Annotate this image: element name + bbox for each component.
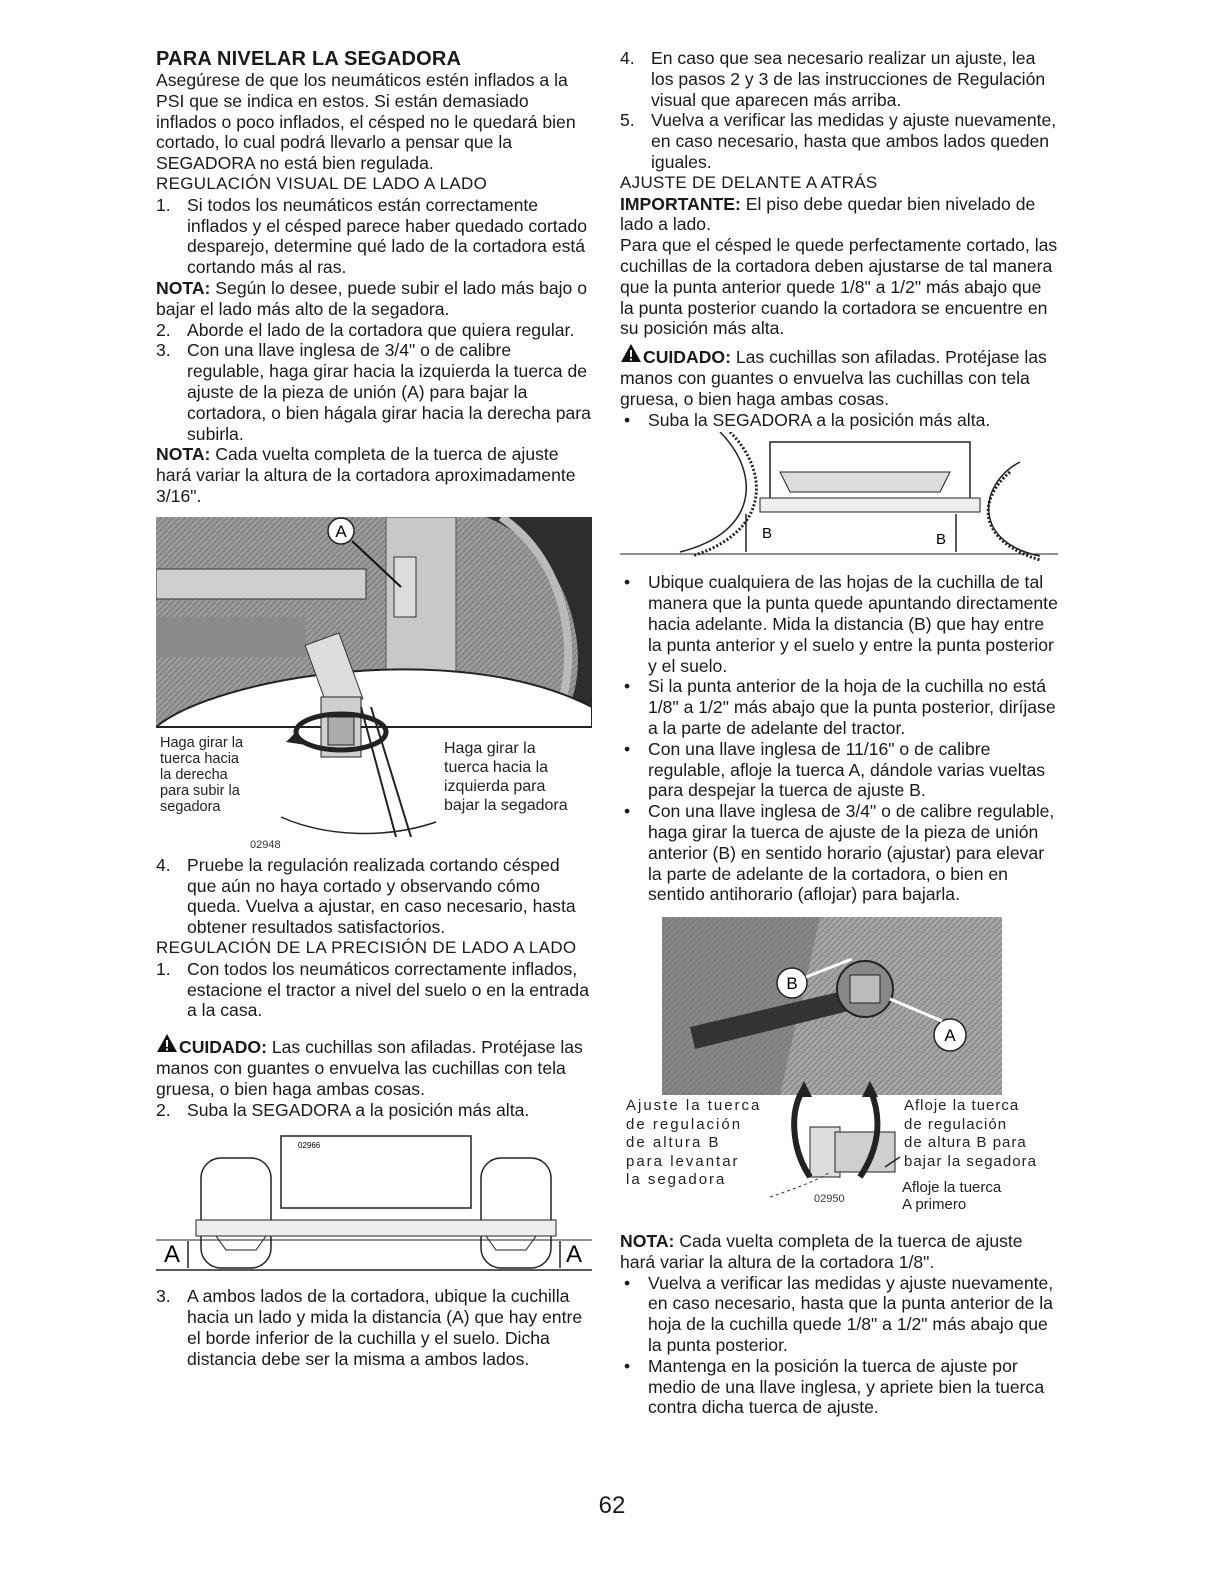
fig3-label-right: B: [936, 531, 947, 549]
warning-icon: [156, 1033, 179, 1053]
caution-left: CUIDADO: Las cuchillas son afiladas. Protéjase las manos con guantes o envuelva las cuchillas con tela gruesa, o bien haga ambas cosas.: [156, 1033, 592, 1099]
front-back-paragraph: Para que el césped le quede perfectamente cortado, las cuchillas de la cortadora deben ajustarse de tal manera que la punta anterior quede 1/8" a 1/2" más abajo que la punta posterior cuando la cortadora se encuentre en su posición más alta.: [620, 235, 1058, 339]
callout-a: A: [335, 521, 347, 541]
precision-step-1: 1. Con todos los neumáticos correctamente inflados, estacione el tractor a nivel del suelo o en la entrada a la casa.: [156, 958, 589, 1021]
fig4-bottom-caption: Afloje la tuerca A primero: [902, 1179, 1002, 1214]
note-right: NOTA: Cada vuelta completa de la tuerca de ajuste hará variar la altura de la cortadora 1/8".: [620, 1231, 1023, 1272]
note-2: NOTA: Cada vuelta completa de la tuerca de ajuste hará variar la altura de la cortadora aproximadamente 3/16".: [156, 444, 576, 506]
figure-front-measure: [620, 432, 1058, 562]
visual-step-4: 4. Pruebe la regulación realizada cortando césped que aún no haya cortado y observando cómo queda. Vuelva a ajustar, en caso necesario, hasta obtener resultados satisfactorios.: [156, 854, 576, 938]
warning-icon: [620, 343, 643, 363]
bullet-item: • Ubique cualquiera de las hojas de la cuchilla de tal manera que la punta quede apuntando directamente hacia adelante. Mida la distancia (B) que hay entre la punta anterior y el suelo y entre la punta posterior y el suelo.: [624, 572, 1058, 676]
intro-paragraph: Asegúrese de que los neumáticos estén inflados a la PSI que se indica en estos. Si están demasiado inflados o poco inflados, el césped no le quedará bien cortado, lo cual podrá llevarlo a pensar que la SEGADORA no está bien regulada.: [156, 70, 576, 174]
bullet-raise: • Suba la SEGADORA a la posición más alta.: [624, 409, 991, 430]
fig2-label-right: A: [566, 1241, 583, 1269]
figure-side-measure: [156, 1128, 592, 1278]
page-number: 62: [598, 1492, 626, 1519]
fig2-code: 02966: [298, 1141, 321, 1151]
precision-title: REGULACIÓN DE LA PRECISIÓN DE LADO A LADO: [156, 937, 577, 957]
fig1-code: 02948: [250, 838, 281, 851]
precision-step-2: 2. Suba la SEGADORA a la posición más alta.: [156, 1099, 530, 1120]
bullet-item: • Con una llave inglesa de 11/16" o de calibre regulable, afloje la tuerca A, dándole varias vueltas para despejar la tuerca de ajuste B.: [624, 738, 1046, 801]
important-note: IMPORTANTE: El piso debe quedar bien nivelado de lado a lado.: [620, 193, 1036, 235]
note-1: NOTA: Según lo desee, puede subir el lado más bajo o bajar el lado más alto de la segadora.: [156, 277, 587, 319]
precision-step-3: 3. A ambos lados de la cortadora, ubique la cuchilla hacia un lado y mida la distancia (A) que hay entre el borde inferior de la cuchilla y el suelo. Dicha distancia debe ser la misma a ambos lados.: [156, 1286, 583, 1369]
visual-step-1: 1. Si todos los neumáticos están correctamente inflados y el césped parece haber quedado cortado desparejo, determine qué lado de la cortadora está cortando más al ras.: [156, 194, 588, 278]
fig3-label-left: B: [762, 525, 773, 543]
left-column: [156, 48, 592, 1369]
caution-right: CUIDADO: Las cuchillas son afiladas. Protéjase las manos con guantes o envuelva las cuchillas con tela gruesa, o bien haga ambas cosas.: [620, 343, 1058, 409]
bullet-item: • Con una llave inglesa de 3/4" o de calibre regulable, haga girar la tuerca de ajuste de la pieza de unión anterior (B) en sentido horario (ajustar) para elevar la parte de adelante de la cortadora, o bien en sentido antihorario (aflojar) para bajarla.: [624, 801, 1055, 905]
fig4-left-caption: Ajuste la tuerca de regulación de altura B para levantar la segadora: [626, 1097, 762, 1189]
visual-step-2: 2. Aborde el lado de la cortadora que quiera regular.: [156, 319, 575, 340]
visual-adjust-title: REGULACIÓN VISUAL DE LADO A LADO: [156, 173, 488, 193]
right-column: [620, 48, 1058, 1418]
fig4-code: 02950: [814, 1193, 845, 1206]
bullet-list: [620, 572, 1058, 905]
precision-step-5: 5. Vuelva a verificar las medidas y ajuste nuevamente, en caso necesario, hasta que ambos lados queden iguales.: [620, 110, 1057, 172]
fig1-left-caption: Haga girar la tuerca hacia la derecha para subir la segadora: [160, 734, 244, 815]
side-measure-illustration: [156, 1128, 592, 1278]
callout-a: A: [944, 1026, 956, 1046]
figure-front-nut: [620, 917, 1058, 1227]
precision-step-4: 4. En caso que sea necesario realizar un ajuste, lea los pasos 2 y 3 de las instrucciones de Regulación visual que aparecen más arriba.: [620, 48, 1046, 110]
front-back-title: AJUSTE DE DELANTE A ATRÁS: [620, 172, 878, 192]
fig4-right-caption: Afloje la tuerca de regulación de altura B para bajar la segadora: [904, 1097, 1037, 1170]
fig2-label-left: A: [164, 1241, 181, 1269]
bullet-item: • Si la punta anterior de la hoja de la cuchilla no está 1/8" a 1/2" más abajo que la punta posterior, diríjase a la parte de adelante del tractor.: [624, 676, 1056, 738]
section-heading: PARA NIVELAR LA SEGADORA: [156, 48, 462, 70]
callout-b: B: [786, 974, 798, 994]
figure-adjust-nut: [156, 517, 592, 855]
front-measure-illustration: [620, 432, 1058, 562]
bullet-item: • Vuelva a verificar las medidas y ajuste nuevamente, en caso necesario, hasta que la punta anterior de la hoja de la cuchilla quede 1/8" a 1/2" más abajo que la punta posterior.: [624, 1272, 1054, 1356]
fig1-right-caption: Haga girar la tuerca hacia la izquierda para bajar la segadora: [444, 739, 568, 814]
bullet-item: • Mantenga en la posición la tuerca de ajuste por medio de una llave inglesa, y apriete bien la tuerca contra dicha tuerca de ajuste.: [624, 1355, 1045, 1418]
visual-step-3: 3. Con una llave inglesa de 3/4" o de calibre regulable, haga girar hacia la izquierda la tuerca de ajuste de la pieza de unión (A) para bajar la cortadora, o bien hágala girar hacia la derecha para subirla.: [156, 340, 591, 444]
